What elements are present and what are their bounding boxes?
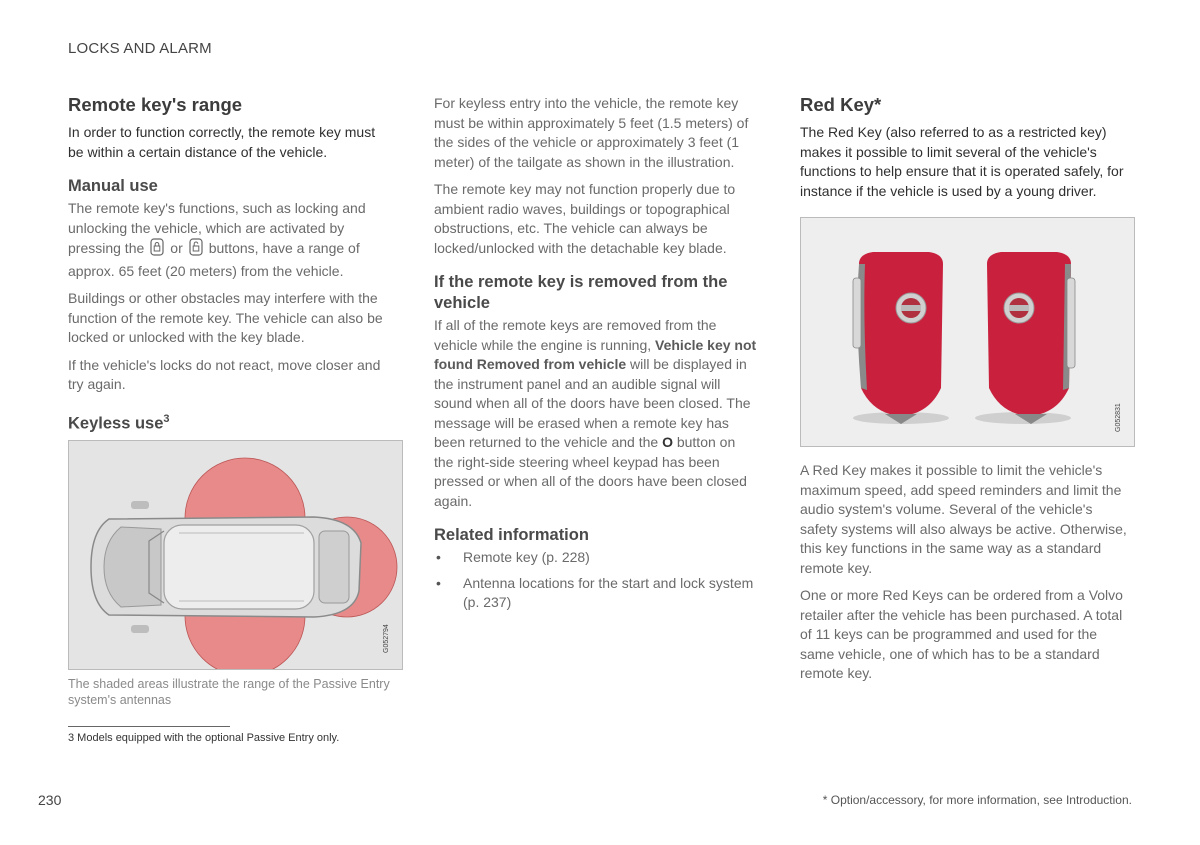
keyless-heading-text: Keyless use (68, 414, 164, 432)
bullet: • (436, 549, 441, 565)
red-key-intro: The Red Key (also referred to as a restricted key) makes it possible to limit several of the vehicle's functions to help ensure that it is operated safely, for instance if the vehicle is used by a young driver. (800, 124, 1124, 199)
red-key-paragraph-2: One or more Red Keys can be ordered from a Volvo retailer after the vehicle has been purchased. A total of 11 keys can be programmed and used for the same vehicle, one of which has to be a standard remote key. (800, 587, 1123, 681)
section-header: LOCKS AND ALARM (68, 40, 212, 57)
column-red-key (800, 94, 1133, 692)
footnote-ref: 3 (163, 412, 170, 425)
heading-related-information: Related information (434, 526, 589, 544)
footnote: 3 Models equipped with the optional Passive Entry only. (68, 732, 340, 744)
footnote-divider (68, 726, 230, 727)
figure-caption: The shaded areas illustrate the range of the Passive Entry system's antennas (68, 677, 390, 707)
key-removed-paragraph (434, 316, 757, 511)
red-key-figure (800, 217, 1135, 447)
related-link-antenna-locations[interactable] (434, 574, 757, 613)
manual-paragraph-2: Buildings or other obstacles may interfere with the function of the remote key. The vehicle can also be locked or unlocked with the key blade. (68, 290, 383, 345)
manual-p1-text-a: The remote key's functions, such as locking and unlocking the vehicle, which are activated by pressing the (68, 200, 366, 256)
column-keyless-details (434, 94, 757, 619)
o-button-label: O (662, 434, 673, 450)
related-link-text[interactable]: Antenna locations for the start and lock system (p. 237) (463, 574, 754, 610)
red-key-illustration (801, 218, 1134, 446)
heading-keyless-use (68, 409, 391, 435)
red-key-paragraph-1: A Red Key makes it possible to limit the vehicle's maximum speed, add speed reminders and limit the audio system's volume. Several of the vehicle's safety systems will also always be active. Otherwise, this key functions in the same way as a standard remote key. (800, 462, 1127, 576)
bullet: • (436, 574, 441, 591)
key-removed-text-a: If all of the remote keys are removed from the vehicle while the engine is running, (434, 317, 717, 353)
page-number: 230 (38, 792, 62, 808)
heading-red-key: Red Key* (800, 94, 882, 115)
message-text: Vehicle key not found Removed from vehicle (434, 336, 757, 372)
heading-manual-use: Manual use (68, 177, 158, 195)
manual-paragraph-3: If the vehicle's locks do not react, move closer and try again. (68, 356, 381, 392)
footer-note: * Option/accessory, for more information, see Introduction. (822, 793, 1132, 807)
red-key-back (987, 252, 1075, 424)
unlock-icon (189, 238, 203, 262)
figure-id: G052831 (1115, 403, 1122, 432)
heading-key-removed: If the remote key is removed from the vehicle (434, 273, 728, 312)
lock-icon (150, 238, 164, 262)
intro-paragraph: In order to function correctly, the remote key must be within a certain distance of the vehicle. (68, 124, 376, 160)
keyless-range-figure (68, 440, 403, 670)
manual-paragraph-1 (68, 199, 391, 281)
car-topview-illustration (69, 441, 402, 669)
key-removed-text-c: button on the right-side steering wheel keypad has been pressed or when all of the doors have been closed again. (434, 434, 747, 509)
heading-remote-key-range: Remote key's range (68, 94, 243, 115)
related-link-remote-key[interactable] (434, 548, 757, 568)
keyless-paragraph-2: The remote key may not function properly due to ambient radio waves, buildings or topographical obstructions, etc. The vehicle can always be locked/unlocked with the detachable key blade. (434, 181, 736, 256)
related-link-text[interactable]: Remote key (p. 228) (463, 549, 590, 565)
keyless-paragraph-1: For keyless entry into the vehicle, the remote key must be within approximately 5 feet (1.5 meters) of the sides of the vehicle or approximately 3 feet (1 meter) of the tailgate as shown in the illustration. (434, 95, 749, 170)
key-removed-text-b: will be displayed in the instrument panel and an audible signal will sound when all of the doors have been closed. The message will be erased when a remote key has been returned to the vehicle and the (434, 356, 751, 450)
related-links-list (434, 548, 757, 613)
manual-p1-or: or (170, 240, 183, 256)
manual-p1-text-b: buttons, have a range of approx. 65 feet (20 meters) from the vehicle. (68, 240, 360, 279)
figure-id: G052794 (383, 624, 390, 653)
column-remote-key-range (68, 94, 391, 708)
